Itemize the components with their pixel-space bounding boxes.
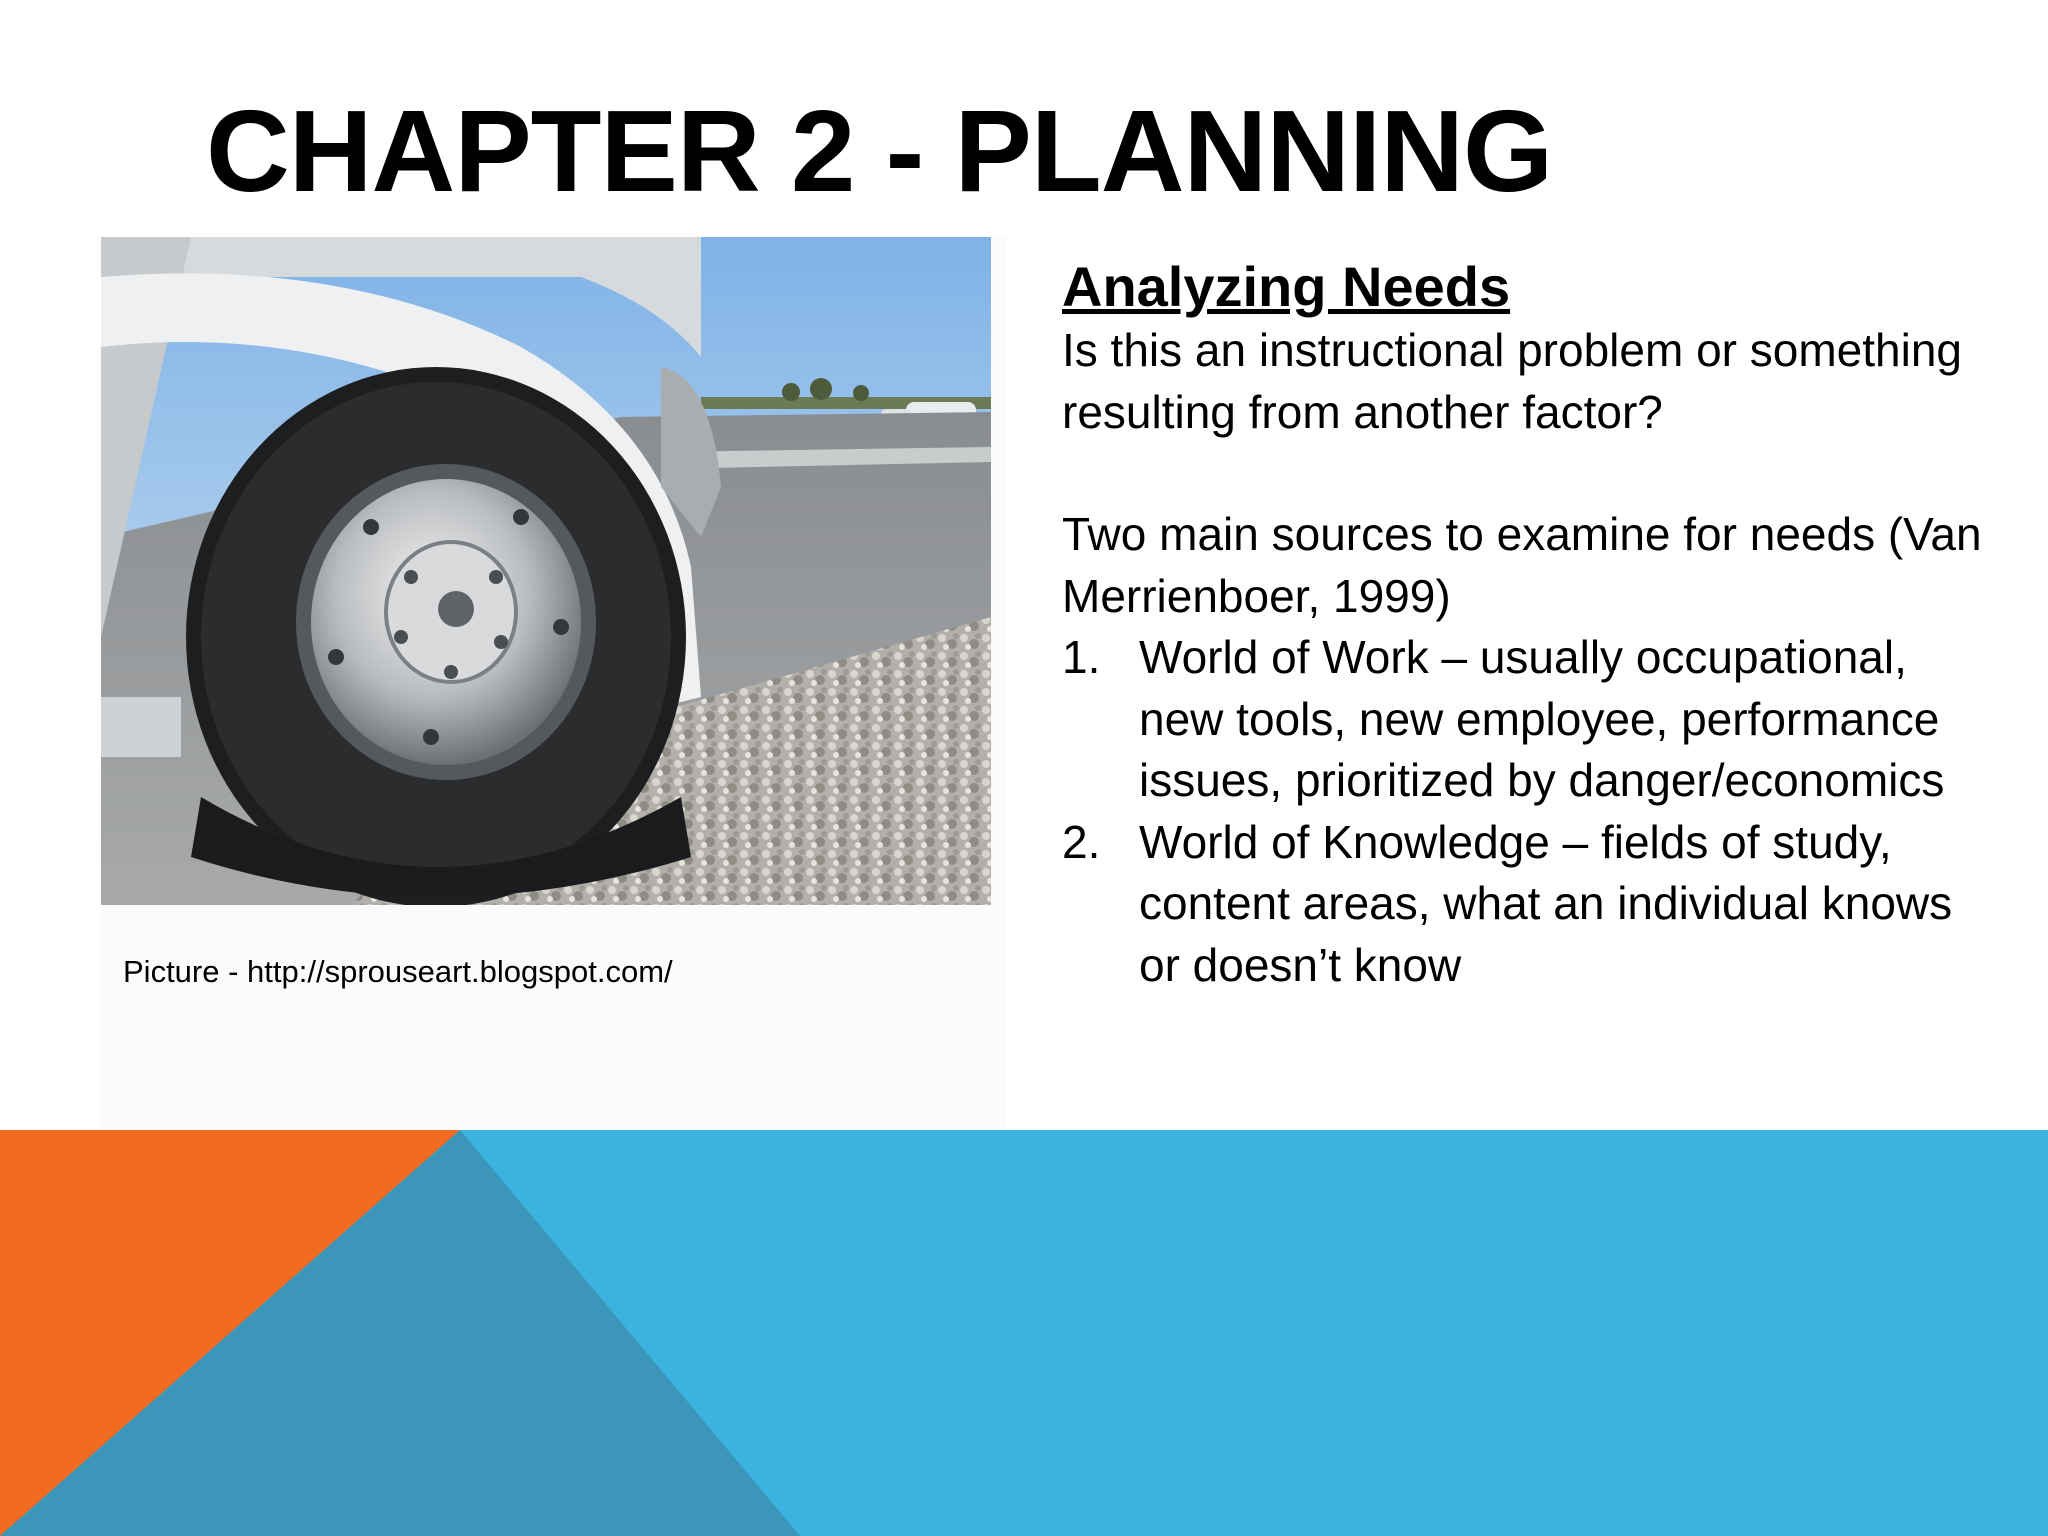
paragraph-sources: Two main sources to examine for needs (Van Merrienboer, 1999) xyxy=(1062,508,1982,622)
content-block xyxy=(1062,254,2002,996)
list-text: World of Work – usually occupational, new tools, new employee, performance issues, prioritized by danger/economics xyxy=(1139,631,1945,806)
list-text: World of Knowledge – fields of study, content areas, what an individual knows or doesn’t know xyxy=(1139,815,1953,991)
list-number: 2. xyxy=(1062,815,1101,868)
slide-title: CHAPTER 2 - PLANNING xyxy=(206,86,1553,216)
paragraph-instructional-problem: Is this an instructional problem or something resulting from another factor? xyxy=(1062,324,1962,438)
list-item xyxy=(1062,627,2002,812)
flat-tire-photo xyxy=(101,237,991,905)
spacer xyxy=(1062,443,2002,504)
sources-list xyxy=(1062,627,2002,996)
decorative-color-band xyxy=(0,1130,2048,1536)
list-item xyxy=(1062,812,2002,997)
photo-caption: Picture - http://sprouseart.blogspot.com/ xyxy=(123,954,673,989)
section-heading: Analyzing Needs xyxy=(1062,255,1511,318)
list-number: 1. xyxy=(1062,631,1101,683)
